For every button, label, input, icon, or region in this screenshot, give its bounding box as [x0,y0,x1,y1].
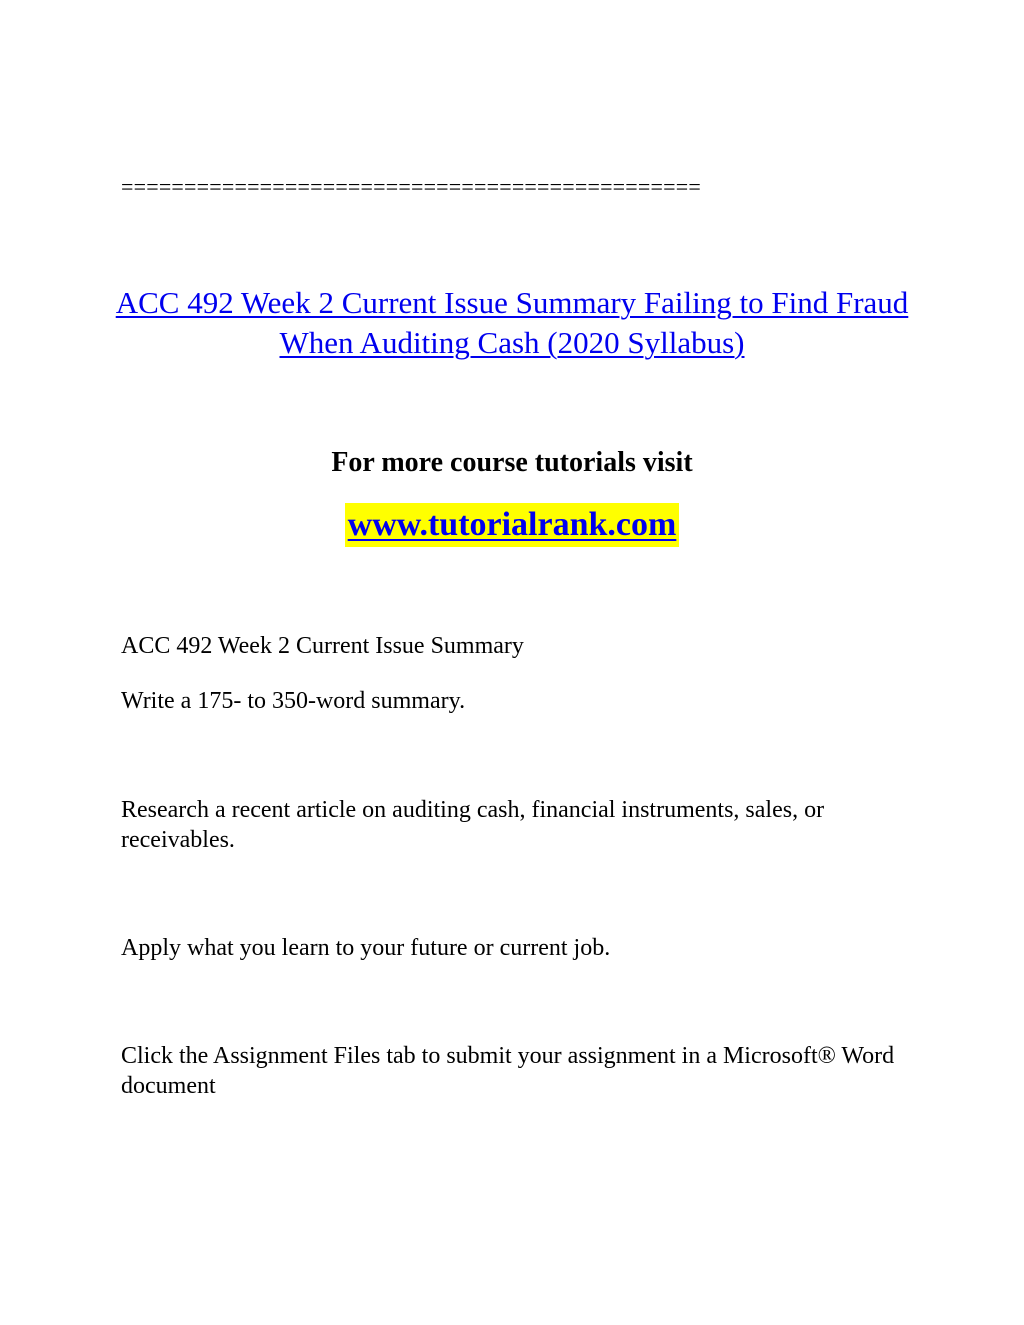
instruction-word-count: Write a 175- to 350-word summary. [121,688,466,714]
instruction-apply: Apply what you learn to your future or current job. [121,935,611,961]
instruction-submit: Click the Assignment Files tab to submit your assignment in a Microsoft® Word document [121,1043,895,1099]
body-heading: ACC 492 Week 2 Current Issue Summary [121,633,524,659]
site-link[interactable]: www.tutorialrank.com [345,503,680,547]
site-link-container [0,503,1024,547]
divider-line: ============================================== [121,174,701,199]
visit-label: For more course tutorials visit [331,447,693,478]
title-link[interactable]: ACC 492 Week 2 Current Issue Summary Failing to Find Fraud When Auditing Cash (2020 Syllabus) [115,285,909,360]
instruction-research: Research a recent article on auditing cash, financial instruments, sales, or receivables. [121,797,825,853]
